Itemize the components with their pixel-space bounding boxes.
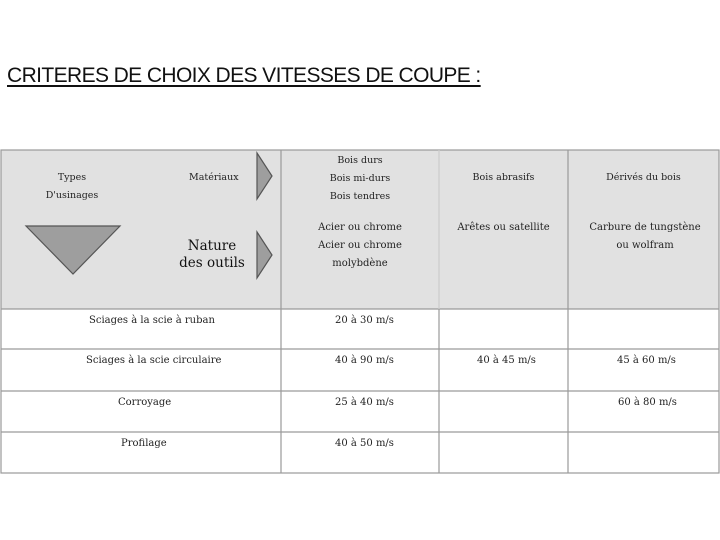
col2-material: Bois abrasifs bbox=[472, 172, 535, 183]
types-line-1: Types bbox=[57, 172, 87, 183]
tool-line-3: molybdène bbox=[332, 258, 388, 269]
nature-line-2: des outils bbox=[179, 255, 245, 271]
materiaux-label: Matériaux bbox=[189, 172, 239, 183]
row-label-corroyage: Corroyage bbox=[118, 397, 172, 408]
row-label-scie-circulaire: Sciages à la scie circulaire bbox=[86, 355, 222, 366]
row2-col1-value: 40 à 90 m/s bbox=[335, 355, 394, 366]
nature-outils-label bbox=[170, 238, 254, 272]
tool-line-2: Acier ou chrome bbox=[318, 240, 402, 251]
col2-tool: Arêtes ou satellite bbox=[457, 222, 550, 233]
row2-col3-value: 45 à 60 m/s bbox=[617, 355, 676, 366]
col3-tool: Carbure de tungstène ou wolfram bbox=[589, 222, 701, 251]
types-line-2: D'usinages bbox=[45, 190, 99, 201]
tool-line-1: Acier ou chrome bbox=[318, 222, 402, 233]
row-label-profilage: Profilage bbox=[121, 438, 167, 449]
row-label-scie-ruban: Sciages à la scie à ruban bbox=[89, 315, 215, 326]
row3-col3-value: 60 à 80 m/s bbox=[618, 397, 677, 408]
row2-col2-value: 40 à 45 m/s bbox=[477, 355, 536, 366]
col1-tools bbox=[281, 219, 439, 273]
row1-col1-value: 20 à 30 m/s bbox=[335, 315, 394, 326]
material-bois-tendres: Bois tendres bbox=[329, 191, 391, 202]
page-title: CRITERES DE CHOIX DES VITESSES DE COUPE : bbox=[7, 64, 481, 87]
col1-materials bbox=[281, 152, 439, 206]
types-label bbox=[40, 169, 104, 205]
row4-col1-value: 40 à 50 m/s bbox=[335, 438, 394, 449]
material-bois-mi-durs: Bois mi-durs bbox=[329, 173, 391, 184]
nature-line-1: Nature bbox=[187, 238, 237, 254]
material-bois-durs: Bois durs bbox=[337, 155, 383, 166]
row3-col1-value: 25 à 40 m/s bbox=[335, 397, 394, 408]
col3-material: Dérivés du bois bbox=[606, 172, 681, 183]
